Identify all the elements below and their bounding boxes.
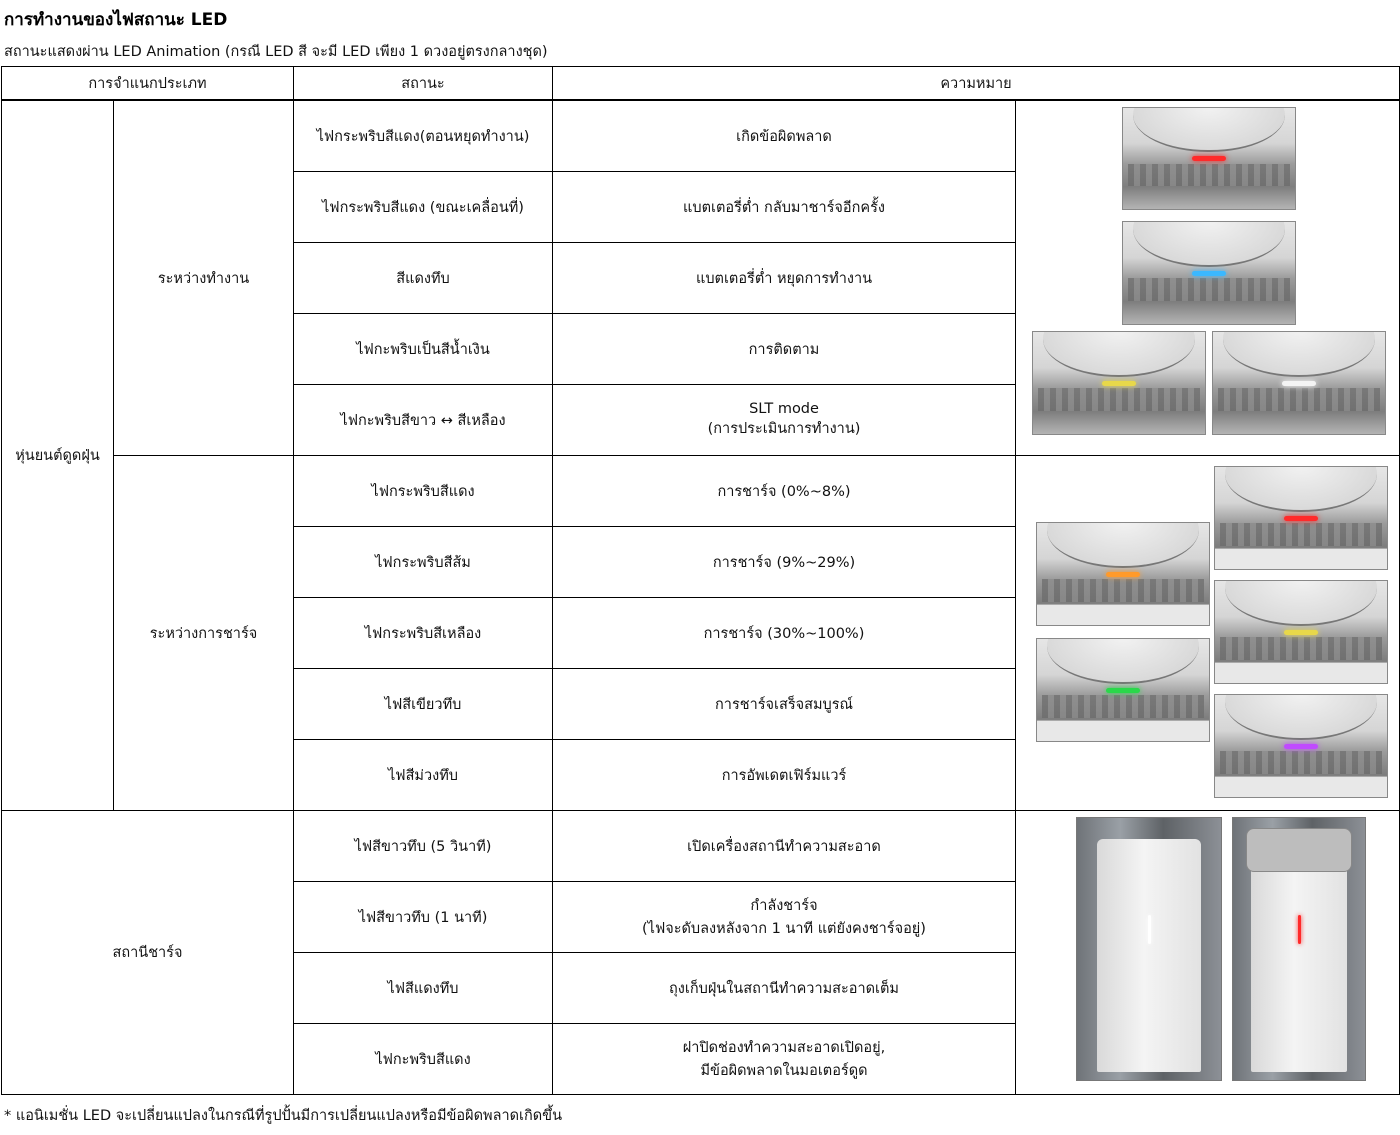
- status-cell: ไฟกระพริบสีแดง (ขณะเคลื่อนที่): [294, 172, 553, 243]
- page-subtitle: สถานะแสดงผ่าน LED Animation (กรณี LED สี จะมี LED เพียง 1 ดวงอยู่ตรงกลางชุด): [4, 44, 548, 60]
- meaning-cell: [553, 1024, 1016, 1095]
- meaning-cell: ถุงเก็บฝุ่นในสถานีทำความสะอาดเต็ม: [553, 953, 1016, 1024]
- meaning-line: กำลังชาร์จ: [750, 898, 818, 914]
- status-cell: ไฟกระพริบสีแดง: [294, 456, 553, 527]
- meaning-cell: การติดตาม: [553, 314, 1016, 385]
- robot-yellow-charging-image: [1214, 580, 1388, 684]
- robot-orange-charging-image: [1036, 522, 1210, 626]
- status-cell: ไฟกระพริบสีเหลือง: [294, 598, 553, 669]
- robot-green-charging-image: [1036, 638, 1210, 742]
- meaning-cell: การชาร์จเสร็จสมบูรณ์: [553, 669, 1016, 740]
- robot-red-charging-image: [1214, 466, 1388, 570]
- header-category: การจำแนกประเภท: [2, 67, 294, 101]
- station-white-led-image: [1076, 817, 1222, 1081]
- led-status-table: [1, 66, 1400, 1095]
- meaning-line-2: มีข้อผิดพลาดในมอเตอร์ดูด: [700, 1063, 868, 1079]
- meaning-cell: [553, 385, 1016, 456]
- meaning-cell: เกิดข้อผิดพลาด: [553, 100, 1016, 172]
- status-cell: ไฟสีม่วงทึบ: [294, 740, 553, 811]
- robot-purple-charging-image: [1214, 694, 1388, 798]
- status-cell: ไฟกะพริบเป็นสีน้ำเงิน: [294, 314, 553, 385]
- status-cell: ไฟกระพริบสีส้ม: [294, 527, 553, 598]
- meaning-cell: การชาร์จ (9%~29%): [553, 527, 1016, 598]
- header-meaning: ความหมาย: [553, 67, 1400, 101]
- meaning-line: ฝาปิดช่องทำความสะอาดเปิดอยู่,: [682, 1040, 886, 1056]
- category-charging: ระหว่างการชาร์จ: [114, 456, 294, 811]
- table-row: [2, 456, 1400, 527]
- meaning-cell: แบตเตอรี่ต่ำ กลับมาชาร์จอีกครั้ง: [553, 172, 1016, 243]
- status-cell: ไฟสีเขียวทึบ: [294, 669, 553, 740]
- header-status: สถานะ: [294, 67, 553, 101]
- status-cell: ไฟสีขาวทึบ (5 วินาที): [294, 811, 553, 882]
- status-cell: ไฟกะพริบสีขาว ↔ สีเหลือง: [294, 385, 553, 456]
- robot-red-led-image: [1122, 107, 1296, 210]
- operating-led-images: [1016, 100, 1400, 456]
- footnote: * แอนิเมชั่น LED จะเปลี่ยนแปลงในกรณีที่รูปปั้นมีการเปลี่ยนแปลงหรือมีข้อผิดพลาดเกิดขึ้น: [4, 1108, 563, 1124]
- robot-yellow-led-image: [1032, 331, 1206, 435]
- station-red-led-image: [1232, 817, 1366, 1081]
- charging-led-images: [1016, 456, 1400, 811]
- status-cell: สีแดงทึบ: [294, 243, 553, 314]
- meaning-cell: การอัพเดตเฟิร์มแวร์: [553, 740, 1016, 811]
- category-robot: หุ่นยนต์ดูดฝุ่น: [2, 100, 114, 811]
- meaning-line-2: (ไฟจะดับลงหลังจาก 1 นาที แต่ยังคงชาร์จอยู่): [642, 921, 926, 937]
- status-cell: ไฟสีแดงทึบ: [294, 953, 553, 1024]
- meaning-cell: การชาร์จ (0%~8%): [553, 456, 1016, 527]
- table-row: [2, 811, 1400, 882]
- meaning-cell: [553, 882, 1016, 953]
- meaning-cell: แบตเตอรี่ต่ำ หยุดการทำงาน: [553, 243, 1016, 314]
- meaning-line: SLT mode: [749, 400, 819, 417]
- meaning-cell: การชาร์จ (30%~100%): [553, 598, 1016, 669]
- robot-blue-led-image: [1122, 221, 1296, 325]
- table-header-row: [2, 67, 1400, 101]
- category-operating: ระหว่างทำงาน: [114, 100, 294, 456]
- table-row: [2, 100, 1400, 172]
- page-title: การทำงานของไฟสถานะ LED: [4, 10, 228, 30]
- category-station: สถานีชาร์จ: [2, 811, 294, 1095]
- status-cell: ไฟกะพริบสีแดง: [294, 1024, 553, 1095]
- robot-white-led-image: [1212, 331, 1386, 435]
- status-cell: ไฟกระพริบสีแดง(ตอนหยุดทำงาน): [294, 100, 553, 172]
- meaning-cell: เปิดเครื่องสถานีทำความสะอาด: [553, 811, 1016, 882]
- station-led-images: [1016, 811, 1400, 1095]
- meaning-line-2: (การประเมินการทำงาน): [707, 420, 861, 437]
- status-cell: ไฟสีขาวทึบ (1 นาที): [294, 882, 553, 953]
